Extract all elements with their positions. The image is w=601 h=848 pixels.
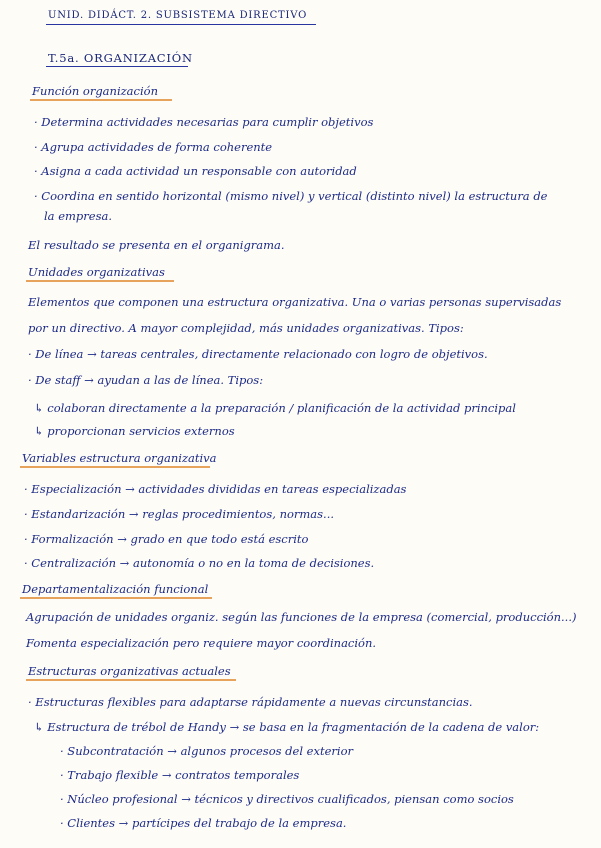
list-item: · De staff → ayudan a las de línea. Tipos: bbox=[28, 373, 264, 387]
section-heading-departamentalizacion: Departamentalización funcional bbox=[22, 582, 209, 596]
unit-header-underline bbox=[46, 24, 316, 25]
section-heading-estructuras: Estructuras organizativas actuales bbox=[28, 664, 231, 678]
paragraph-line: por un directivo. A mayor complejidad, más unidades organizativas. Tipos: bbox=[28, 321, 464, 335]
list-item: · Agrupa actividades de forma coherente bbox=[34, 140, 273, 154]
sub-sub-item: · Núcleo profesional → técnicos y directivos cualificados, piensan como socios bbox=[60, 792, 514, 806]
section-underline bbox=[20, 466, 210, 468]
list-item: · De línea → tareas centrales, directamente relacionado con logro de objetivos. bbox=[28, 347, 488, 361]
paragraph-line: Fomenta especialización pero requiere mayor coordinación. bbox=[26, 636, 377, 650]
list-item: · Asigna a cada actividad un responsable con autoridad bbox=[34, 164, 357, 178]
section-heading-funcion: Función organización bbox=[32, 84, 158, 98]
sub-item: ↳ Estructura de trébol de Handy → se basa en la fragmentación de la cadena de valor: bbox=[34, 720, 540, 734]
sub-sub-item: · Subcontratación → algunos procesos del exterior bbox=[60, 744, 353, 758]
list-item: · Centralización → autonomía o no en la toma de decisiones. bbox=[24, 556, 375, 570]
paragraph-line: Elementos que componen una estructura organizativa. Una o varias personas supervisadas bbox=[28, 295, 562, 309]
topic-title-underline bbox=[46, 66, 188, 67]
list-item: · Determina actividades necesarias para cumplir objetivos bbox=[34, 115, 374, 129]
sub-sub-item: · Trabajo flexible → contratos temporales bbox=[60, 768, 300, 782]
list-item: · Especialización → actividades divididas en tareas especializadas bbox=[24, 482, 407, 496]
list-item: · Estructuras flexibles para adaptarse rápidamente a nuevas circunstancias. bbox=[28, 695, 473, 709]
result-line: El resultado se presenta en el organigrama. bbox=[28, 238, 285, 252]
section-underline bbox=[26, 679, 236, 681]
list-item-continuation: la empresa. bbox=[44, 209, 112, 223]
list-item: · Coordina en sentido horizontal (mismo nivel) y vertical (distinto nivel) la estructura de bbox=[34, 189, 548, 203]
section-underline bbox=[30, 99, 172, 101]
section-underline bbox=[20, 597, 212, 599]
sub-item: ↳ proporcionan servicios externos bbox=[34, 424, 235, 438]
list-item: · Formalización → grado en que todo está escrito bbox=[24, 532, 309, 546]
unit-header: UNID. DIDÁCT. 2. SUBSISTEMA DIRECTIVO bbox=[48, 10, 308, 21]
sub-item: ↳ colaboran directamente a la preparación / planificación de la actividad principal bbox=[34, 401, 516, 415]
sub-sub-item: · Clientes → partícipes del trabajo de la empresa. bbox=[60, 816, 347, 830]
section-underline bbox=[26, 280, 174, 282]
section-heading-unidades: Unidades organizativas bbox=[28, 265, 165, 279]
topic-title: T.5a. ORGANIZACIÓN bbox=[48, 51, 193, 65]
paragraph-line: Agrupación de unidades organiz. según las funciones de la empresa (comercial, producción...) bbox=[26, 610, 577, 624]
list-item: · Estandarización → reglas procedimientos, normas... bbox=[24, 507, 335, 521]
section-heading-variables: Variables estructura organizativa bbox=[22, 451, 217, 465]
